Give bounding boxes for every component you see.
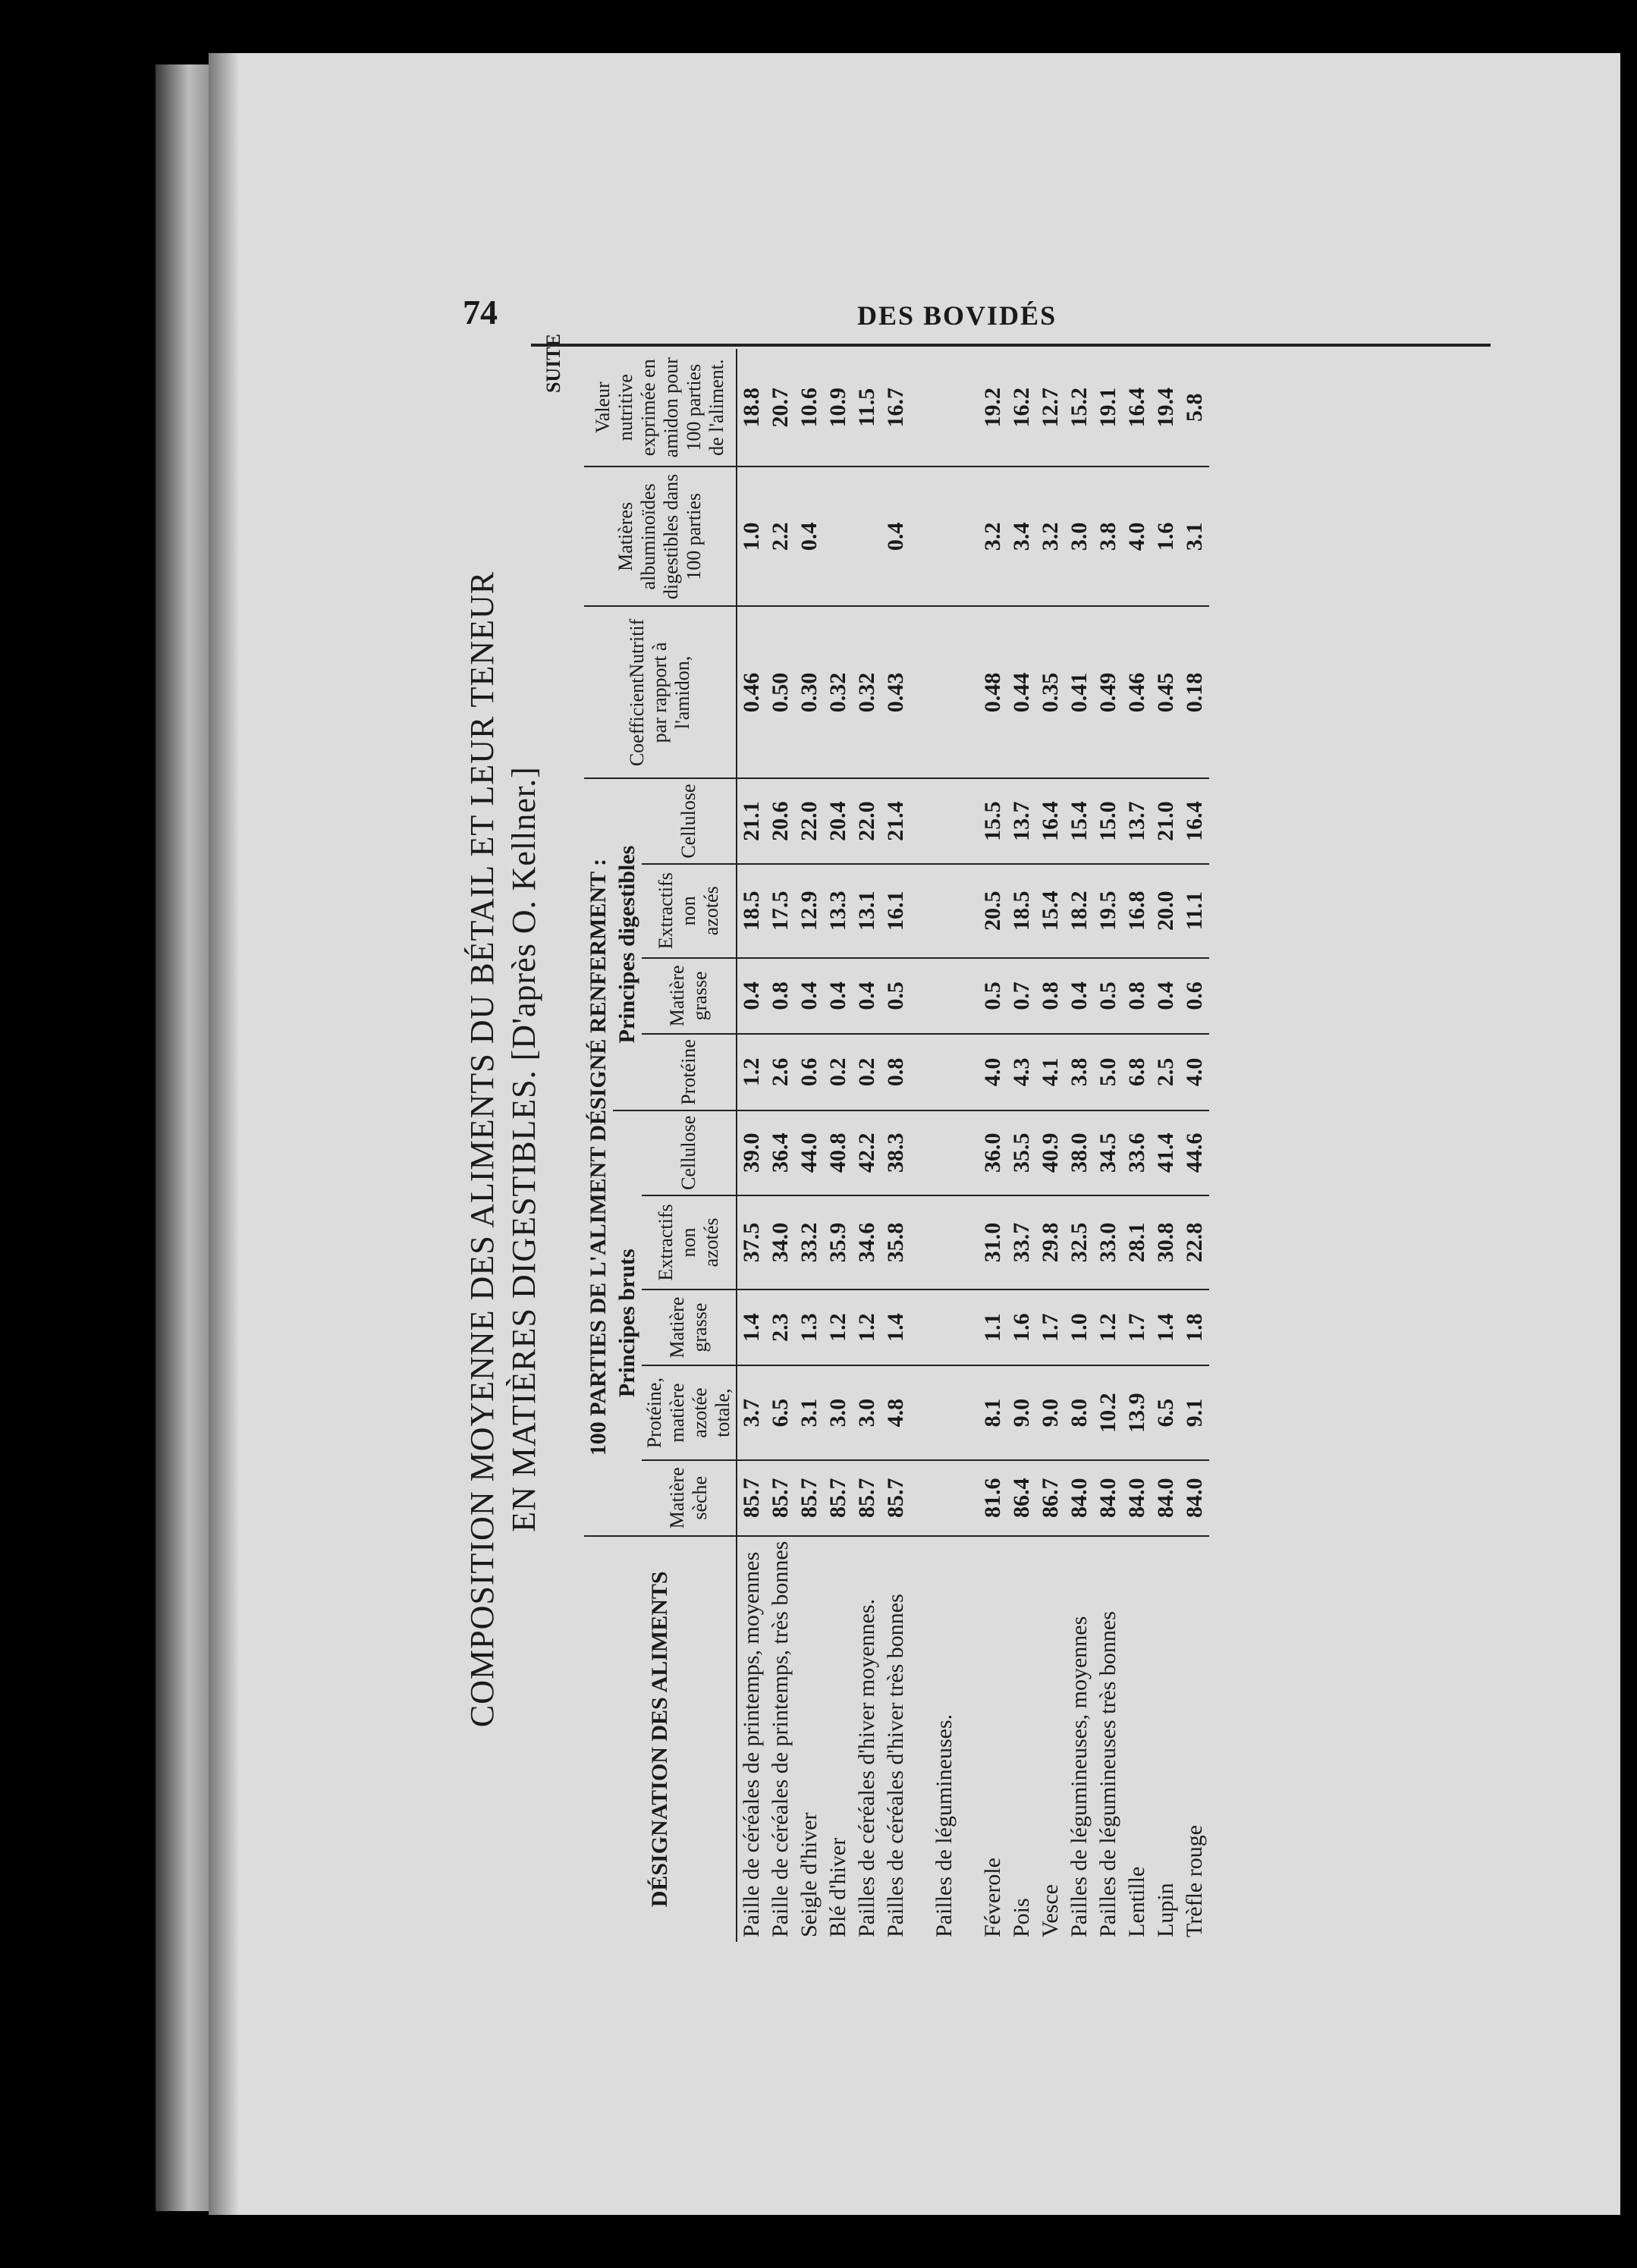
cell-value: 36.4: [766, 1110, 795, 1195]
cell-value: 0.6: [1180, 958, 1209, 1034]
cell-value: 0.8: [1123, 958, 1152, 1034]
cell-value: 0.32: [853, 606, 881, 778]
cell-value: 6.8: [1123, 1034, 1152, 1110]
cell-value: 20.6: [766, 778, 795, 863]
cell-value: 1.7: [1123, 1289, 1152, 1365]
cell-value: 84.0: [1065, 1460, 1094, 1536]
cell-value: 0.49: [1094, 606, 1123, 778]
rotated-table-area: [463, 334, 1487, 1942]
cell-value: 1.2: [824, 1289, 853, 1365]
cell-value: 33.6: [1123, 1110, 1152, 1195]
cell-value: 85.7: [795, 1460, 824, 1536]
col-header-cellulose-brute: Cellulose: [642, 1110, 737, 1195]
cell-value: [910, 606, 979, 778]
cell-value: 0.30: [795, 606, 824, 778]
cell-value: 0.5: [979, 958, 1007, 1034]
row-name: Féverole: [980, 1858, 1005, 1937]
row-name: Pailles de céréales d'hiver moyennes.: [854, 1598, 879, 1937]
bruts-header: Principes bruts: [613, 1110, 642, 1536]
cell-value: 0.2: [853, 1034, 881, 1110]
cell-value: 41.4: [1152, 1110, 1180, 1195]
cell-value: [910, 1365, 979, 1460]
cell-value: 18.8: [737, 349, 766, 466]
cell-value: 8.1: [979, 1365, 1007, 1460]
cell-value: 0.50: [766, 606, 795, 778]
row-name: Seigle d'hiver: [797, 1812, 822, 1937]
cell-value: 33.7: [1007, 1195, 1036, 1289]
cell-value: 0.8: [881, 1034, 910, 1110]
table-row: [1065, 349, 1094, 1942]
table-row: [853, 349, 881, 1942]
cell-value: 16.4: [1180, 778, 1209, 863]
table-row: [910, 349, 979, 1942]
cell-value: 1.0: [737, 466, 766, 606]
cell-value: 0.4: [737, 958, 766, 1034]
col-header-coef: CoefficientNutritif par rapport à l'amidon,: [584, 606, 737, 778]
cell-value: 1.4: [881, 1289, 910, 1365]
cell-value: 21.1: [737, 778, 766, 863]
cell-value: 4.1: [1036, 1034, 1065, 1110]
row-name: Pailles de céréales d'hiver très bonnes: [883, 1594, 908, 1937]
cell-value: 18.5: [737, 864, 766, 958]
cell-value: 0.4: [1152, 958, 1180, 1034]
table-row: [795, 349, 824, 1942]
main-group-header: 100 PARTIES DE L'ALIMENT DÉSIGNÉ RENFERMENT :: [584, 778, 613, 1535]
page-gutter-shadow: [209, 53, 239, 2215]
cell-value: 0.41: [1065, 606, 1094, 778]
cell-value: 6.5: [766, 1365, 795, 1460]
cell-value: 10.6: [795, 349, 824, 466]
cell-value: 1.2: [853, 1289, 881, 1365]
cell-value: 19.5: [1094, 864, 1123, 958]
cell-value: 11.1: [1180, 864, 1209, 958]
cell-value: 0.32: [824, 606, 853, 778]
cell-value: 3.2: [979, 466, 1007, 606]
cell-value: 20.5: [979, 864, 1007, 958]
cell-value: 5.8: [1180, 349, 1209, 466]
col-header-extractifs-bruts: Extractifs non azotés: [642, 1195, 737, 1289]
cell-value: 3.0: [853, 1365, 881, 1460]
table-row: [979, 349, 1007, 1942]
table-row: [824, 349, 853, 1942]
cell-value: 9.0: [1036, 1365, 1065, 1460]
cell-value: 28.1: [1123, 1195, 1152, 1289]
cell-value: 81.6: [979, 1460, 1007, 1536]
cell-value: 13.3: [824, 864, 853, 958]
cell-value: 0.8: [1036, 958, 1065, 1034]
cell-value: 0.44: [1007, 606, 1036, 778]
cell-value: 22.8: [1180, 1195, 1209, 1289]
cell-value: 1.7: [1036, 1289, 1065, 1365]
col-header-valeur: Valeur nutritive exprimée en amidon pour 100 parties de l'aliment.: [584, 349, 737, 466]
cell-value: 84.0: [1094, 1460, 1123, 1536]
cell-value: 16.8: [1123, 864, 1152, 958]
cell-value: 4.0: [1180, 1034, 1209, 1110]
row-name: Pailles de légumineuses très bonnes: [1095, 1611, 1120, 1937]
cell-value: 0.48: [979, 606, 1007, 778]
cell-value: [910, 1289, 979, 1365]
cell-value: 2.6: [766, 1034, 795, 1110]
row-name: Pailles de légumineuses, moyennes: [1067, 1616, 1092, 1937]
cell-value: 1.0: [1065, 1289, 1094, 1365]
cell-value: 15.5: [979, 778, 1007, 863]
cell-value: [910, 958, 979, 1034]
cell-value: 4.0: [979, 1034, 1007, 1110]
cell-value: 3.8: [1094, 466, 1123, 606]
cell-value: 21.0: [1152, 778, 1180, 863]
running-head: DES BOVIDÉS: [857, 300, 1057, 331]
row-name: Trèfle rouge: [1182, 1824, 1207, 1937]
table-row: [737, 349, 766, 1942]
digestibles-header: Principes digestibles: [613, 778, 642, 1110]
cell-value: 0.4: [795, 958, 824, 1034]
cell-value: 35.5: [1007, 1110, 1036, 1195]
cell-value: 44.0: [795, 1110, 824, 1195]
cell-value: 1.4: [1152, 1289, 1180, 1365]
cell-value: 20.0: [1152, 864, 1180, 958]
row-name: Lentille: [1124, 1866, 1149, 1937]
cell-value: 3.1: [1180, 466, 1209, 606]
cell-value: 2.2: [766, 466, 795, 606]
cell-value: [910, 466, 979, 606]
cell-value: 1.8: [1180, 1289, 1209, 1365]
cell-value: 0.45: [1152, 606, 1180, 778]
suite-label: SUITE: [542, 334, 564, 394]
cell-value: 29.8: [1036, 1195, 1065, 1289]
cell-value: 11.5: [853, 349, 881, 466]
cell-value: 0.4: [824, 958, 853, 1034]
cell-value: 20.7: [766, 349, 795, 466]
cell-value: 36.0: [979, 1110, 1007, 1195]
composition-table: [584, 349, 1209, 1942]
col-header-cellulose-dig: Cellulose: [642, 778, 737, 863]
cell-value: [824, 466, 853, 606]
cell-value: 16.4: [1036, 778, 1065, 863]
designation-header: DÉSIGNATION DES ALIMENTS: [584, 1536, 737, 1942]
cell-value: 38.0: [1065, 1110, 1094, 1195]
table-row: [1036, 349, 1065, 1942]
cell-value: 4.8: [881, 1365, 910, 1460]
cell-value: 0.4: [881, 466, 910, 606]
cell-value: 13.7: [1123, 778, 1152, 863]
cell-value: 18.2: [1065, 864, 1094, 958]
cell-value: [910, 1460, 979, 1536]
cell-value: 12.7: [1036, 349, 1065, 466]
cell-value: 8.0: [1065, 1365, 1094, 1460]
cell-value: 35.9: [824, 1195, 853, 1289]
table-body: [737, 349, 1209, 1942]
cell-value: 38.3: [881, 1110, 910, 1195]
cell-value: 3.8: [1065, 1034, 1094, 1110]
table-row: [1152, 349, 1180, 1942]
cell-value: 16.2: [1007, 349, 1036, 466]
cell-value: 1.2: [1094, 1289, 1123, 1365]
cell-value: 33.0: [1094, 1195, 1123, 1289]
cell-value: 15.4: [1065, 778, 1094, 863]
col-header-grasse-dig: Matière grasse: [642, 958, 737, 1034]
cell-value: 22.0: [795, 778, 824, 863]
cell-value: 86.4: [1007, 1460, 1036, 1536]
row-name: Paille de céréales de printemps, très bonnes: [768, 1541, 793, 1937]
cell-value: 10.2: [1094, 1365, 1123, 1460]
cell-value: 84.0: [1180, 1460, 1209, 1536]
cell-value: 3.0: [1065, 466, 1094, 606]
cell-value: 31.0: [979, 1195, 1007, 1289]
cell-value: 5.0: [1094, 1034, 1123, 1110]
cell-value: 13.9: [1123, 1365, 1152, 1460]
table-row: [881, 349, 910, 1942]
cell-value: 6.5: [1152, 1365, 1180, 1460]
cell-value: [910, 349, 979, 466]
row-name: Pois: [1009, 1898, 1034, 1937]
cell-value: 19.2: [979, 349, 1007, 466]
cell-value: 30.8: [1152, 1195, 1180, 1289]
cell-value: 1.2: [737, 1034, 766, 1110]
cell-value: 16.4: [1123, 349, 1152, 466]
cell-value: 84.0: [1123, 1460, 1152, 1536]
cell-value: 1.6: [1007, 1289, 1036, 1365]
cell-value: 16.1: [881, 864, 910, 958]
cell-value: 0.2: [824, 1034, 853, 1110]
cell-value: 33.2: [795, 1195, 824, 1289]
cell-value: 40.8: [824, 1110, 853, 1195]
cell-value: 0.4: [795, 466, 824, 606]
cell-value: 1.3: [795, 1289, 824, 1365]
cell-value: 32.5: [1065, 1195, 1094, 1289]
cell-value: 0.8: [766, 958, 795, 1034]
cell-value: 0.7: [1007, 958, 1036, 1034]
cell-value: [910, 778, 979, 863]
cell-value: 0.6: [795, 1034, 824, 1110]
row-name: Vesce: [1038, 1884, 1063, 1937]
cell-value: 1.4: [737, 1289, 766, 1365]
table-title-line1: COMPOSITION MOYENNE DES ALIMENTS DU BÉTAIL ET LEUR TENEUR: [463, 570, 501, 1728]
cell-value: 42.2: [853, 1110, 881, 1195]
cell-value: 2.3: [766, 1289, 795, 1365]
cell-value: 19.4: [1152, 349, 1180, 466]
cell-value: 16.7: [881, 349, 910, 466]
cell-value: 12.9: [795, 864, 824, 958]
cell-value: 3.0: [824, 1365, 853, 1460]
col-header-proteine-brute: Protéine, matière azotée totale,: [642, 1365, 737, 1460]
cell-value: 17.5: [766, 864, 795, 958]
table-row: [1123, 349, 1152, 1942]
cell-value: 9.1: [1180, 1365, 1209, 1460]
cell-value: 0.4: [853, 958, 881, 1034]
col-header-matiere-seche: Matière sèche: [642, 1460, 737, 1536]
row-name: Paille de céréales de printemps, moyennes: [739, 1551, 764, 1937]
cell-value: 34.0: [766, 1195, 795, 1289]
cell-value: 34.6: [853, 1195, 881, 1289]
row-name: Pailles de légumineuses.: [932, 1714, 957, 1937]
table-row: [1180, 349, 1209, 1942]
cell-value: 3.2: [1036, 466, 1065, 606]
col-header-extractifs-dig: Extractifs non azotés: [642, 864, 737, 958]
table-row: [1007, 349, 1036, 1942]
table-row: [1094, 349, 1123, 1942]
cell-value: 15.0: [1094, 778, 1123, 863]
cell-value: [853, 466, 881, 606]
header-rule: [531, 344, 1491, 347]
cell-value: [910, 1195, 979, 1289]
cell-value: 15.4: [1036, 864, 1065, 958]
col-header-grasse-brute: Matière grasse: [642, 1289, 737, 1365]
cell-value: 22.0: [853, 778, 881, 863]
cell-value: [910, 1034, 979, 1110]
cell-value: [910, 864, 979, 958]
cell-value: 0.46: [737, 606, 766, 778]
cell-value: 1.1: [979, 1289, 1007, 1365]
row-name: Lupin: [1153, 1883, 1178, 1937]
cell-value: [910, 1110, 979, 1195]
cell-value: 35.8: [881, 1195, 910, 1289]
cell-value: 15.2: [1065, 349, 1094, 466]
cell-value: 0.5: [881, 958, 910, 1034]
cell-value: 34.5: [1094, 1110, 1123, 1195]
cell-value: 9.0: [1007, 1365, 1036, 1460]
cell-value: 39.0: [737, 1110, 766, 1195]
cell-value: 0.5: [1094, 958, 1123, 1034]
cell-value: 1.6: [1152, 466, 1180, 606]
cell-value: 20.4: [824, 778, 853, 863]
cell-value: 4.3: [1007, 1034, 1036, 1110]
cell-value: 13.1: [853, 864, 881, 958]
cell-value: 2.5: [1152, 1034, 1180, 1110]
cell-value: 13.7: [1007, 778, 1036, 863]
cell-value: 85.7: [824, 1460, 853, 1536]
cell-value: 85.7: [853, 1460, 881, 1536]
cell-value: 10.9: [824, 349, 853, 466]
cell-value: 44.6: [1180, 1110, 1209, 1195]
cell-value: 21.4: [881, 778, 910, 863]
cell-value: 37.5: [737, 1195, 766, 1289]
cell-value: 3.1: [795, 1365, 824, 1460]
cell-value: 3.7: [737, 1365, 766, 1460]
cell-value: 40.9: [1036, 1110, 1065, 1195]
cell-value: 0.43: [881, 606, 910, 778]
cell-value: 84.0: [1152, 1460, 1180, 1536]
cell-value: 4.0: [1123, 466, 1152, 606]
row-name: Blé d'hiver: [825, 1837, 850, 1937]
cell-value: 0.46: [1123, 606, 1152, 778]
cell-value: 85.7: [881, 1460, 910, 1536]
cell-value: 3.4: [1007, 466, 1036, 606]
cell-value: 85.7: [737, 1460, 766, 1536]
table-title-line2: EN MATIÈRES DIGESTIBLES. [D'après O. Kellner.]: [505, 766, 542, 1532]
cell-value: 19.1: [1094, 349, 1123, 466]
cell-value: 0.35: [1036, 606, 1065, 778]
col-header-proteine-dig: Protéine: [642, 1034, 737, 1110]
table-row: [766, 349, 795, 1942]
col-header-alb: Matières albuminoïdes digestibles dans 100 parties: [584, 466, 737, 606]
page-number: 74: [463, 293, 498, 331]
cell-value: 18.5: [1007, 864, 1036, 958]
cell-value: 0.4: [1065, 958, 1094, 1034]
cell-value: 85.7: [766, 1460, 795, 1536]
cell-value: 86.7: [1036, 1460, 1065, 1536]
cell-value: 0.18: [1180, 606, 1209, 778]
